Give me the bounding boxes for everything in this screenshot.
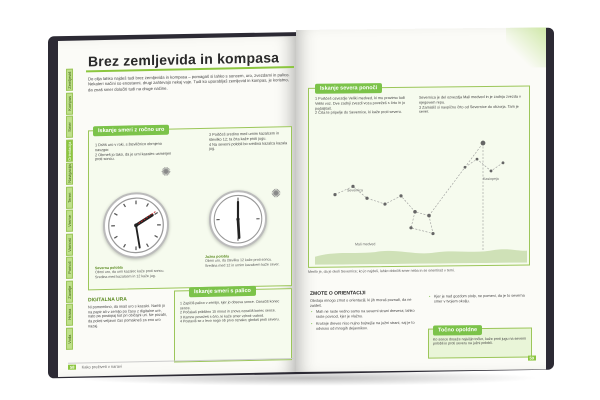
- misconceptions-title: ZMOTE O ORIENTACIJI: [310, 290, 366, 297]
- sun-icon: ✺: [271, 186, 282, 201]
- chapter-tab[interactable]: Vreme: [66, 210, 73, 232]
- night-caption: Merilo je, da je okoli Severnice; ko jo najdeš, lahko določiš smer neba in se orientiraš v temi.: [308, 268, 455, 274]
- noon-box-text: Ko sonce doseže najvišjo točko, kaže proti jugu na severni polobli in proti severu na južni polobli.: [433, 336, 527, 346]
- list-item: • Krošnje dreves niso nujno bujnejše na južni strani, saj je to odvisno od mnogih dejavnikov.: [316, 321, 420, 332]
- clock-illustration-south: [209, 190, 267, 249]
- right-page: [296, 27, 546, 372]
- label-severnica: Severnica: [347, 188, 363, 193]
- label-mali-medved: Mali medved: [355, 242, 376, 247]
- misconceptions-list: [310, 309, 420, 331]
- night-steps-a: 1 Poiščeš ozvezdje Veliki medved, ki mu pravimo tudi Veliki voz. Dve zadnji zvezdi voza povežeš s črto in jo podaljšaš. 2 Črta te pripelje do Severnice, ki kaže proti severu.: [315, 95, 406, 116]
- caption-north-text: Obrni uro, da urni kazalec kaže proti soncu. Sredina med kazalcem in 12 kaže jug.: [95, 269, 165, 280]
- caption-south-head: Južna polobla: [205, 254, 229, 259]
- watch-steps-b: 3 Poiščeš sredino med urnim kazalcem in številko 12; ta črta kaže proti jugu. 4 Na severni polobli bo sredina kazalca kazala jug.: [209, 131, 288, 152]
- chapter-tab[interactable]: Zavetje: [66, 280, 73, 302]
- page-number: 59: [529, 355, 534, 361]
- watch-direction-box: [88, 126, 292, 290]
- chapter-tab[interactable]: Hrana: [66, 304, 73, 326]
- noon-box-title: Točno opoldne: [433, 325, 482, 336]
- caption-south-text: Obrni uro, da številka 12 kaže proti soncu. Sredina med 12 in urnim kazalcem kaže sever.: [205, 257, 280, 268]
- label-cassiopeia: Kasiopeja: [483, 176, 499, 182]
- star-map-illustration: [315, 123, 527, 265]
- chapter-tab[interactable]: Zemljevid: [66, 69, 73, 91]
- watch-steps-a: 1 Držiš uro v roki, s številčnico obrnjeno navzgor. 2 Obrneš jo tako, da je urni kazalec usmerjen proti soncu.: [95, 141, 172, 162]
- stick-direction-box: [174, 288, 292, 362]
- caption-north: [95, 265, 165, 280]
- page-decoration: [506, 27, 546, 67]
- digital-watch-title: DIGITALNA URA: [88, 296, 127, 304]
- chapter-tab[interactable]: Pomoč: [66, 257, 73, 279]
- title-bar: [86, 46, 294, 72]
- stick-box-title: Iskanje smeri s palico: [189, 286, 256, 297]
- clock-illustration-north: [103, 192, 169, 259]
- watch-box-title: Iskanje smeri z ročno uro: [93, 125, 169, 137]
- intro-text: Do cilja lahko najdeš tudi brez zemljevida in kompasa – pomagaš si lahko s soncem, uro, zvezdami in palico. Nekateri načini so enostavni, drugi zahtevajo nekaj vaje. Tudi ko uporabljaš zemljevid in kompas, je koristno, da znaš smer določiti tudi na druge načine.: [88, 72, 290, 93]
- chapter-tab[interactable]: Voda: [66, 327, 73, 349]
- digital-watch-text: Ni pomembno, da imaš uro s kazalci. Nariši jo na papir ali v zemljo po času z digitalne ure, nato pa postopaj kot pri običajni uri. Ne pozabi, da poleti veljavni čas pomakneš za eno uro nazaj.: [88, 303, 167, 329]
- footer-text: Kako preživeti v naravi: [81, 363, 122, 370]
- misconceptions-section: [310, 291, 420, 332]
- chapter-tab[interactable]: Teren: [66, 186, 73, 208]
- caption-south: [205, 253, 285, 268]
- left-page: [58, 36, 296, 377]
- chapter-tab[interactable]: Kompas: [66, 92, 73, 114]
- caption-north-head: Severna polobla: [95, 265, 123, 271]
- chapter-tab[interactable]: Navigacija: [67, 164, 72, 184]
- chapter-tabs: [66, 68, 84, 350]
- night-north-box: [308, 86, 530, 268]
- digital-watch-section: [88, 297, 170, 329]
- misconceptions-col2: [428, 294, 532, 305]
- night-box-title: Iskanje severa ponoči: [315, 83, 382, 94]
- list-item: • Mah ne raste vedno samo na severni strani drevesa; lahko raste povsod, kjer je vlažno.: [316, 309, 420, 320]
- page-title: Brez zemljevida in kompasa: [88, 49, 280, 70]
- page-number: 58: [70, 364, 75, 370]
- noon-box: [428, 328, 532, 359]
- night-steps-b: Severnica je del ozvezdja Mali medved in je zadnja zvezda v njegovem repu. 3 Zamisliš si navpično črto od Severnice do obzorja. Tam je sever.: [419, 94, 521, 115]
- chapter-tab[interactable]: Varnost: [66, 233, 73, 255]
- sun-icon: ✺: [161, 164, 172, 179]
- stick-steps: 1 Zapičiš palico v zemljo, kjer jo obseva sonce. Označiš konec sence. 2 Počakaš približno 15 minut in znova označiš konec sence. 3 Kamne povežeš s črto, ki kaže smer vzhod–zahod. 4 Postaviš se z levo nogo ob prvo oznako; gledaš proti severu.: [180, 299, 280, 324]
- chapter-tab[interactable]: Orientacija: [67, 140, 72, 160]
- misconceptions-intro: Obstaja mnogo zmot o orientaciji, ki jih moraš poznati, da ne zaideš.: [310, 297, 412, 308]
- list-item: • Kjer je nad gozdom stolp, ne pomeni, da je to severna smer v tvojem okolju.: [434, 294, 532, 305]
- right-footer: [476, 355, 536, 364]
- left-footer: [68, 358, 294, 371]
- chapter-tab[interactable]: Smer: [66, 116, 73, 138]
